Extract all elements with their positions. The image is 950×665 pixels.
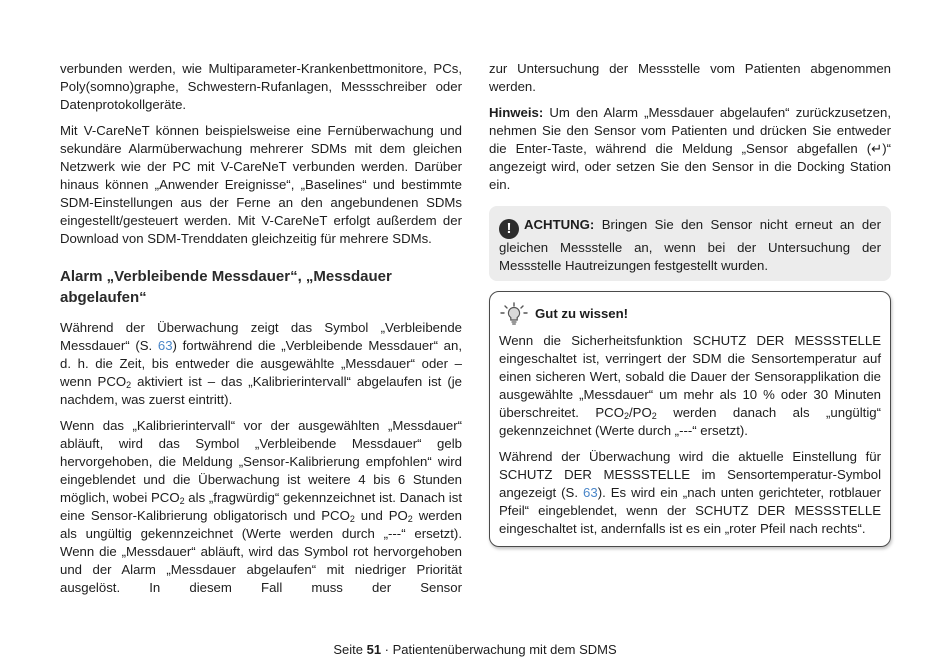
right-column [489, 60, 891, 547]
subscript: 2 [126, 380, 132, 390]
text: und PO [354, 508, 408, 523]
left-column [60, 60, 462, 605]
exclamation-circle-icon: ! [499, 219, 519, 239]
footer-prefix: Seite [333, 642, 367, 657]
hint-label: Hinweis: [489, 105, 544, 120]
tip-header [499, 302, 881, 326]
text: werden als ungültig gekennzeichnet (Werte werden durch „---“ ersetzt). Wenn die „Messdauer“ abläuft, wird das Symbol rot hervorgehoben und der Alarm „Messdauer abgelaufen“ mit niedriger Priorität ausgelöst. In diesem Fall muss der Sensor [60, 508, 462, 595]
subscript: 2 [623, 411, 629, 421]
paragraph: zur Untersuchung der Messstelle vom Patienten abgenommen werden. [489, 61, 891, 94]
footer-separator: · [381, 642, 393, 657]
text: Wenn das „Kalibrierintervall“ vor der ausgewählten „Messdauer“ abläuft, wird das Symbol „Verbleibende Messdauer“ gelb hervorgehoben, die Meldung „Sensor-Kalibrierung empfohlen“ wird eingeblendet und die Überwachung ist weitere 4 bis 6 Stunden möglich, wobei PCO [60, 418, 462, 505]
page-link[interactable]: 63 [583, 485, 598, 500]
text: Wenn die Sicherheitsfunktion SCHUTZ DER MESSSTELLE eingeschaltet ist, verringert der SDM die Sensortemperatur auf einen sicheren Wert, sobald die Dauer der Sensorapplikation die ausgewählte „Messdauer“ um mehr als 10 % oder 30 Minuten überschreitet. PCO [499, 333, 881, 420]
tip-title: Gut zu wissen! [535, 306, 629, 321]
page-footer [0, 641, 950, 659]
footer-section: Patientenüberwachung mit dem SDMS [392, 642, 617, 657]
subscript: 2 [179, 496, 185, 506]
text: Während der Überwachung zeigt das Symbol „Verbleibende Messdauer“ (S. [60, 320, 462, 353]
text: als „fragwürdig“ gekennzeichnet ist. Danach ist eine Sensor-Kalibrierung obligatorisch und PCO [60, 490, 462, 523]
tip-paragraph [499, 448, 881, 538]
hint-text: Um den Alarm „Messdauer abgelaufen“ zurückzusetzen, nehmen Sie den Sensor vom Patienten und drücken Sie entweder die Enter-Taste, während die Meldung „Sensor abgefallen (↵)“ angezeigt wird, oder setzen Sie den Sensor in die Docking Station ein. [489, 105, 891, 192]
warning-text: Bringen Sie den Sensor nicht erneut an der gleichen Messstelle an, wenn bei der Untersuchung der Messstelle Hautreizungen festgestellt wurden. [499, 217, 881, 273]
subscript: 2 [407, 514, 413, 524]
paragraph [60, 319, 462, 409]
text: werden danach als „ungültig“ gekennzeichnet (Werte durch „---“ ersetzt). [499, 405, 882, 438]
tip-box [489, 291, 891, 547]
page-number: 51 [366, 642, 382, 657]
text: ) fortwährend die „Verbleibende Messdauer“ an, d. h. die Zeit, bis entweder die ausgewählte „Messdauer“ oder – wenn PCO [60, 338, 462, 389]
page-link[interactable]: 63 [157, 338, 173, 353]
paragraph: Mit V-CareNeT können beispielsweise eine Fernüberwachung und sekundäre Alarmüberwachung mehrerer SDMs mit dem gleichen Netzwerk wie der PC mit V-CareNeT verbunden werden. Darüber hinaus können „Anwender Ereignisse“, „Baselines“ und bestimmte SDM-Einstellungen aus der Ferne an den angebundenen SDMs eingestellt/gesteuert werden. Mit V-CareNeT erfolgt außerdem der Download von SDM-Trenddaten gleichzeitig für mehrere SDMs. [60, 123, 462, 246]
subscript: 2 [349, 514, 355, 524]
lightbulb-icon [499, 302, 529, 326]
tip-paragraph [499, 332, 881, 440]
warning-paragraph [499, 216, 881, 275]
warning-label: ACHTUNG: [524, 217, 595, 232]
paragraph: verbunden werden, wie Multiparameter-Krankenbettmonitore, PCs, Poly(somno)graphe, Schwestern-Rufanlagen, Messschreiber oder Datenprotokollgeräte. [60, 61, 462, 112]
text: /PO [628, 405, 652, 420]
text: aktiviert ist – das „Kalibrierintervall“ abgelaufen ist (je nachdem, was zuerst eintritt). [60, 374, 462, 407]
subscript: 2 [651, 411, 657, 421]
text: Während der Überwachung wird die aktuelle Einstellung für SCHUTZ DER MESSSTELLE im Sensortemperatur-Symbol angezeigt (S. [499, 449, 881, 500]
section-heading: Alarm „Verbleibende Messdauer“, „Messdauer abgelaufen“ [60, 268, 392, 306]
text: ). Es wird ein „nach unten gerichteter, rotblauer Pfeil“ eingeblendet, wenn der SCHUTZ DER MESSSTELLE eingeschaltet ist, andernfalls ist es ein „roter Pfeil nach rechts“. [499, 485, 881, 536]
warning-box [489, 206, 891, 281]
paragraph [60, 417, 462, 597]
hint-paragraph [489, 104, 891, 194]
